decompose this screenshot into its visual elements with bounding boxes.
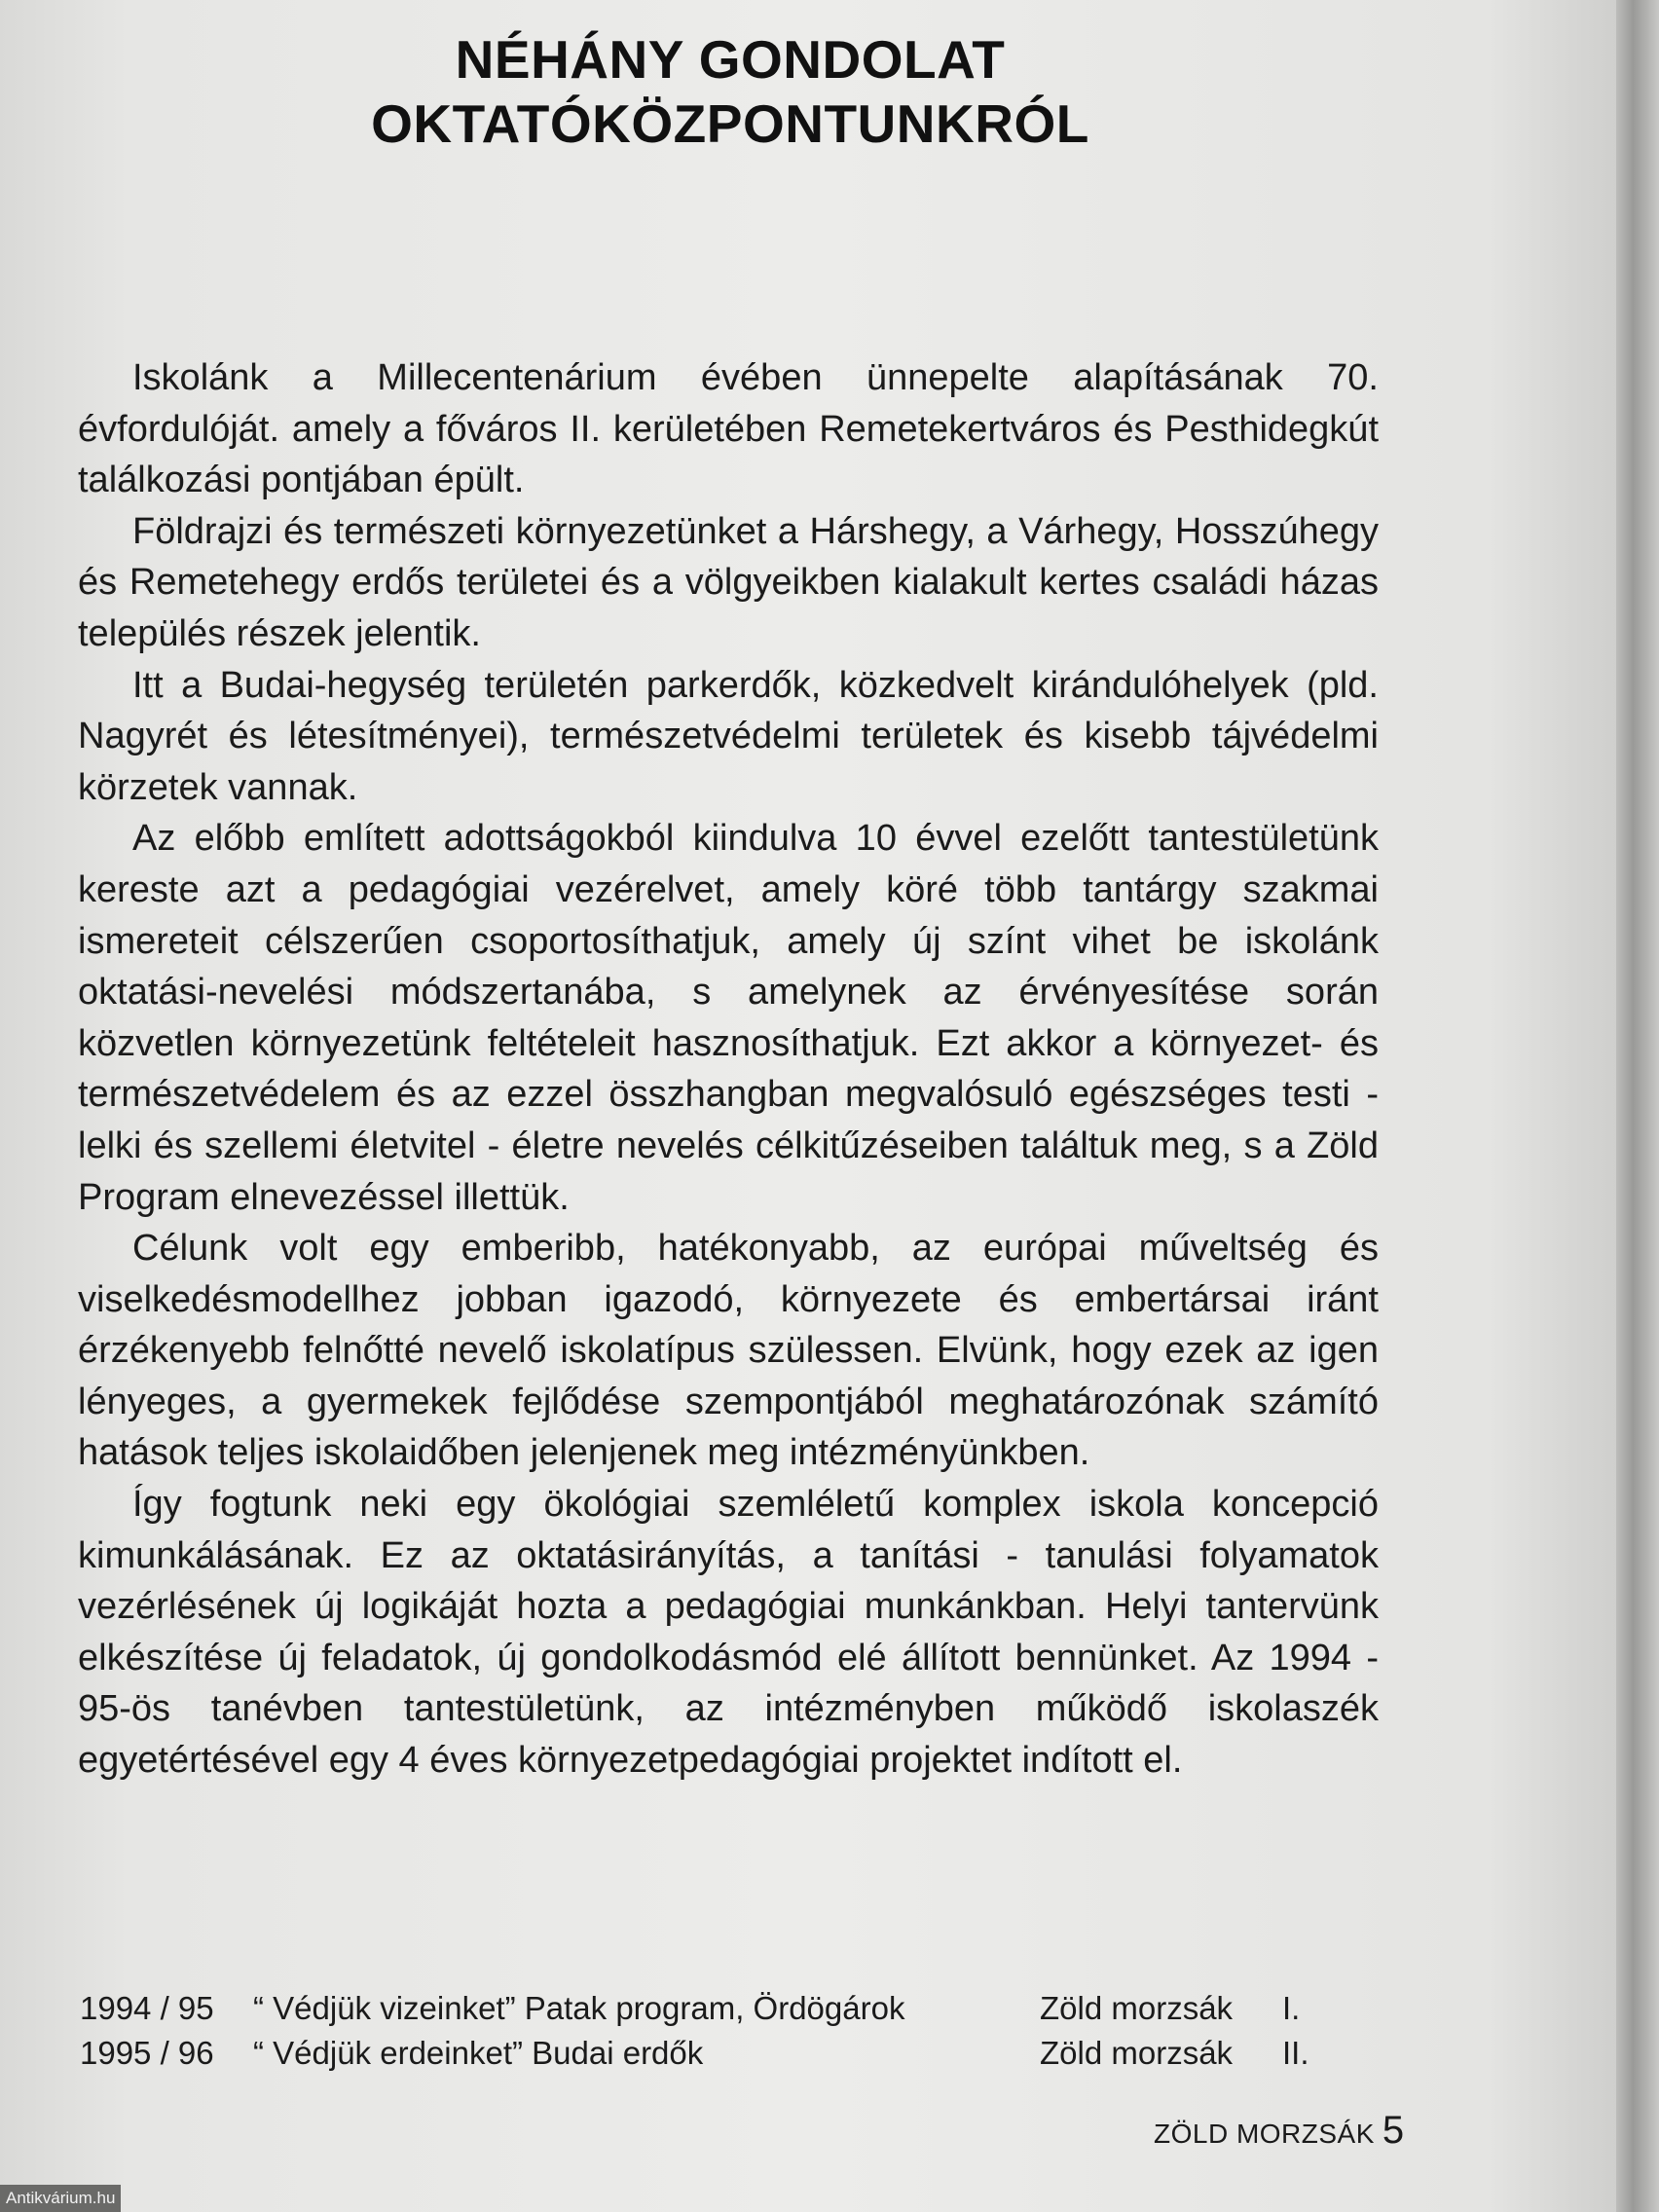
- page-edge-shadow: [1616, 0, 1659, 2212]
- paragraph: Az előbb említett adottságokból kiindulva 10 évvel ezelőtt tantestületünk kereste azt a pedagógiai vezérelvet, amely köré több tantárgy szakmai ismereteit célszerűen csoportosíthatjuk, amely új színt vihet be iskolánk oktatási-nevelési módszertanába, s amelynek az érvényesítése során közvetlen környezetünk feltételeit hasznosíthatjuk. Ezt akkor a környezet- és természetvédelem és az ezzel összhangban megvalósuló egészséges testi - lelki és szellemi életvitel - életre nevelés célkitűzéseiben találtuk meg, s a Zöld Program elnevezéssel illettük.: [78, 818, 1379, 1218]
- page-number: 5: [1382, 2109, 1405, 2152]
- project-row: [80, 1986, 1346, 2031]
- project-list: [80, 1986, 1346, 2076]
- running-footer-title: ZÖLD MORZSÁK: [1154, 2119, 1375, 2149]
- article-body: [78, 352, 1379, 1787]
- paragraph: Iskolánk a Millecentenárium évében ünnepelte alapításának 70. évfordulóját. amely a főváros II. kerületében Remetekertváros és Pesthidegkút találkozási pontjában épült.: [78, 357, 1379, 501]
- project-series: Zöld morzsák: [1040, 2035, 1234, 2071]
- project-series: Zöld morzsák: [1040, 1990, 1234, 2026]
- paragraph: Itt a Budai-hegység területén parkerdők, közkedvelt kirándulóhelyek (pld. Nagyrét és létesítményei), természetvédelmi területek és kisebb tájvédelmi körzetek vannak.: [78, 664, 1379, 808]
- project-volume: II.: [1282, 2035, 1309, 2071]
- project-row: [80, 2031, 1346, 2076]
- paragraph: Célunk volt egy emberibb, hatékonyabb, az európai műveltség és viselkedésmodellhez jobban igazodó, környezete és embertársai iránt érzékenyebb felnőtté nevelő iskolatípus szülessen. Elvünk, hogy ezek az igen lényeges, a gyermekek fejlődése szempontjából meghatározónak számító hatások teljes iskolaidőben jelenjenek meg intézményünkben.: [78, 1228, 1379, 1474]
- watermark: Antikvárium.hu: [0, 2185, 121, 2212]
- project-title: “ Védjük erdeinket” Budai erdők: [253, 2035, 704, 2071]
- project-title: “ Védjük vizeinket” Patak program, Ördögárok: [253, 1990, 905, 2026]
- project-year: 1995 / 96: [80, 2035, 214, 2071]
- paragraph: Földrajzi és természeti környezetünket a Hárshegy, a Várhegy, Hosszúhegy és Remetehegy erdős területei és a völgyeikben kialakult kertes családi házas település részek jelentik.: [78, 510, 1379, 654]
- page-title-line-2: OKTATÓKÖZPONTUNKRÓL: [371, 93, 1089, 154]
- page-title-line-1: NÉHÁNY GONDOLAT: [455, 29, 1006, 90]
- page-title: [243, 27, 1217, 156]
- project-year: 1994 / 95: [80, 1990, 214, 2026]
- paragraph: Így fogtunk neki egy ökológiai szemléletű komplex iskola koncepció kimunkálásának. Ez az oktatásirányítás, a tanítási - tanulási folyamatok vezérlésének új logikáját hozta a pedagógiai munkánkban. Helyi tantervünk elkészítése új feladatok, új gondolkodásmód elé állított bennünket. Az 1994 - 95-ös tanévben tantestületünk, az intézményben működő iskolaszék egyetértésével egy 4 éves környezetpedagógiai projektet indított el.: [78, 1484, 1379, 1782]
- project-volume: I.: [1282, 1990, 1301, 2026]
- page-footer: [1154, 2109, 1404, 2153]
